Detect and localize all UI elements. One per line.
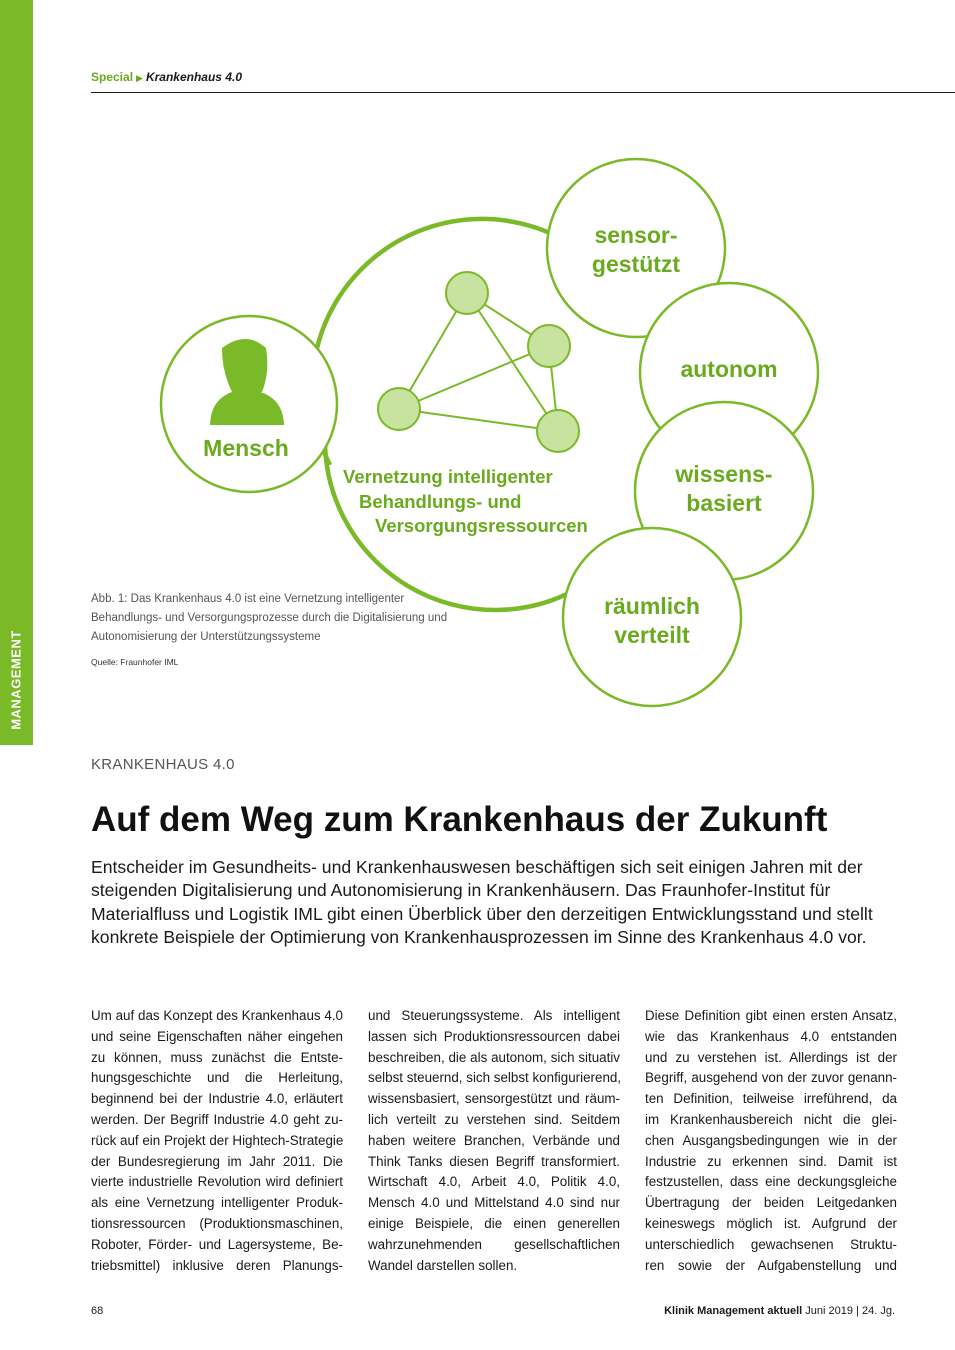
journal-issue: Juni 2019 | 24. Jg. xyxy=(805,1305,895,1317)
body-line: rück auf ein Projekt der Hightech-Strategie xyxy=(91,1132,344,1148)
body-line: einige Beispiele, die einen generellen xyxy=(368,1215,620,1231)
body-line: Roboter, Förder- und Lagersysteme, Be- xyxy=(91,1236,343,1252)
network-node xyxy=(537,410,579,452)
body-line: chen Ausgangsbedingungen wie in der xyxy=(645,1132,897,1148)
body-line: Industrie zu erkennen sind. Damit ist xyxy=(645,1153,897,1169)
body-line: Wirtschaft 4.0, Arbeit 4.0, Politik 4.0, xyxy=(368,1174,620,1190)
body-line: werden. Der Begriff Industrie 4.0 geht zu- xyxy=(91,1111,343,1127)
body-line: Übertragung der beiden Leitgedanken xyxy=(645,1195,897,1211)
journal-name: Klinik Management aktuell xyxy=(664,1305,803,1317)
footer-journal xyxy=(664,1305,895,1317)
body-line: im Krankenhausbereich nicht die glei- xyxy=(645,1111,897,1127)
body-line: Diese Definition gibt einen ersten Ansatz, xyxy=(645,1008,897,1023)
body-line: festzustellen, dass eine deckungsgleiche xyxy=(645,1174,897,1190)
figure-source: Quelle: Fraunhofer IML xyxy=(91,657,179,667)
body-line: triebsmittel) inklusive deren Planungs- xyxy=(91,1257,343,1273)
body-line: unterschiedlich gewachsenen Struktu- xyxy=(645,1236,897,1252)
triangle-right-icon: ▶ xyxy=(136,73,143,83)
body-column-3 xyxy=(645,1006,897,1276)
body-line: wissensbasiert, sensorgestützt und räum- xyxy=(368,1091,620,1107)
body-column-1 xyxy=(91,1006,343,1276)
figure-caption: Abb. 1: Das Krankenhaus 4.0 ist eine Vernetzung intelligenter Behandlungs- und Versorgungsprozesse durch die Digitalisierung und Autonomisierung der Unterstützungssysteme xyxy=(91,593,448,643)
network-node xyxy=(378,388,420,430)
article-title: Auf dem Weg zum Krankenhaus der Zukunft xyxy=(91,800,828,839)
raeumlich-label-line: verteilt xyxy=(614,622,690,648)
body-line: der Bundesregierung im Jahr 2011. Die xyxy=(91,1153,343,1169)
header-section: Special xyxy=(91,70,134,84)
body-line: ren sowie der Aufgabenstellung und xyxy=(645,1257,897,1273)
sensor-label-line: gestützt xyxy=(591,251,681,277)
body-line: hungsgeschichte und die Herleitung, xyxy=(91,1070,343,1086)
body-line: haben weitere Branchen, Verbände und xyxy=(368,1132,620,1148)
body-column-2 xyxy=(368,1006,620,1276)
body-line: Begriff, ausgehend von der zuvor genann- xyxy=(645,1070,897,1086)
body-line: vierte industrielle Revolution wird definiert xyxy=(91,1174,343,1190)
wissens-label-line: wissens- xyxy=(675,461,773,487)
header-topic: Krankenhaus 4.0 xyxy=(145,70,242,84)
body-line: und zu verstehen ist. Allerdings ist der xyxy=(645,1049,897,1065)
sensor-label-line: sensor- xyxy=(594,222,678,248)
body-line: Think Tanks diesen Begriff transformiert. xyxy=(368,1153,620,1169)
body-line: Mensch 4.0 und Mittelstand 4.0 sind nur xyxy=(368,1195,620,1211)
body-line: ten Definition, teilweise irreführend, da xyxy=(645,1091,897,1107)
article-kicker: KRANKENHAUS 4.0 xyxy=(91,756,235,773)
body-line: wahrzunehmenden gesellschaftlichen xyxy=(368,1236,620,1252)
body-line: Wandel darstellen sollen. xyxy=(368,1257,518,1273)
body-line: beginnend bei der Industrie 4.0, erläutert xyxy=(91,1091,343,1107)
wissens-label-line: basiert xyxy=(686,490,762,516)
body-line: keineswegs möglich ist. Aufgrund der xyxy=(645,1215,897,1231)
center-label-line: Behandlungs- und xyxy=(359,491,522,512)
body-line: tionsressourcen (Produktionsmaschinen, xyxy=(91,1215,343,1231)
page-number: 68 xyxy=(91,1305,104,1317)
raeumlich-label-line: räumlich xyxy=(604,593,700,619)
network-nodes xyxy=(378,272,579,452)
mensch-label: Mensch xyxy=(203,435,289,461)
center-label-line: Versorgungsressourcen xyxy=(375,515,588,536)
network-node xyxy=(528,325,570,367)
body-line: beschreiben, die als autonom, sich situativ xyxy=(368,1049,620,1065)
center-label-line: Vernetzung intelligenter xyxy=(343,466,553,487)
body-line: und Steuerungssysteme. Als intelligent xyxy=(368,1008,620,1023)
body-line: wie das Krankenhaus 4.0 entstanden xyxy=(645,1028,897,1044)
article-lead: Entscheider im Gesundheits- und Krankenhauswesen beschäftigen sich seit einigen Jahren mit der steigenden Digitalisierung und Autonomisierung in Krankenhäusern. Das Fraunhofer-Institut für Materialfluss und Logistik IML gibt einen Überblick über den derzeitigen Entwicklungsstand und stellt konkrete Beispiele der Optimierung von Krankenhausprozessen im Sinne des Krankenhaus 4.0 vor. xyxy=(91,857,873,947)
body-line: zu können, muss zunächst die Entste- xyxy=(91,1049,343,1065)
body-line: und seine Eigenschaften näher eingehen xyxy=(91,1028,343,1044)
body-line: selbst steuernd, sich selbst konfigurierend, xyxy=(368,1070,622,1086)
body-line: lassen sich Produktionsressourcen dabei xyxy=(368,1028,620,1044)
body-line: lich verteilt zu verstehen sind. Seitdem xyxy=(368,1111,620,1127)
body-line: Um auf das Konzept des Krankenhaus 4.0 xyxy=(91,1008,343,1023)
autonom-label: autonom xyxy=(680,356,778,382)
section-label: MANAGEMENT xyxy=(8,630,24,730)
body-line: als eine Vernetzung intelligenter Produk- xyxy=(91,1195,343,1211)
network-node xyxy=(446,272,488,314)
